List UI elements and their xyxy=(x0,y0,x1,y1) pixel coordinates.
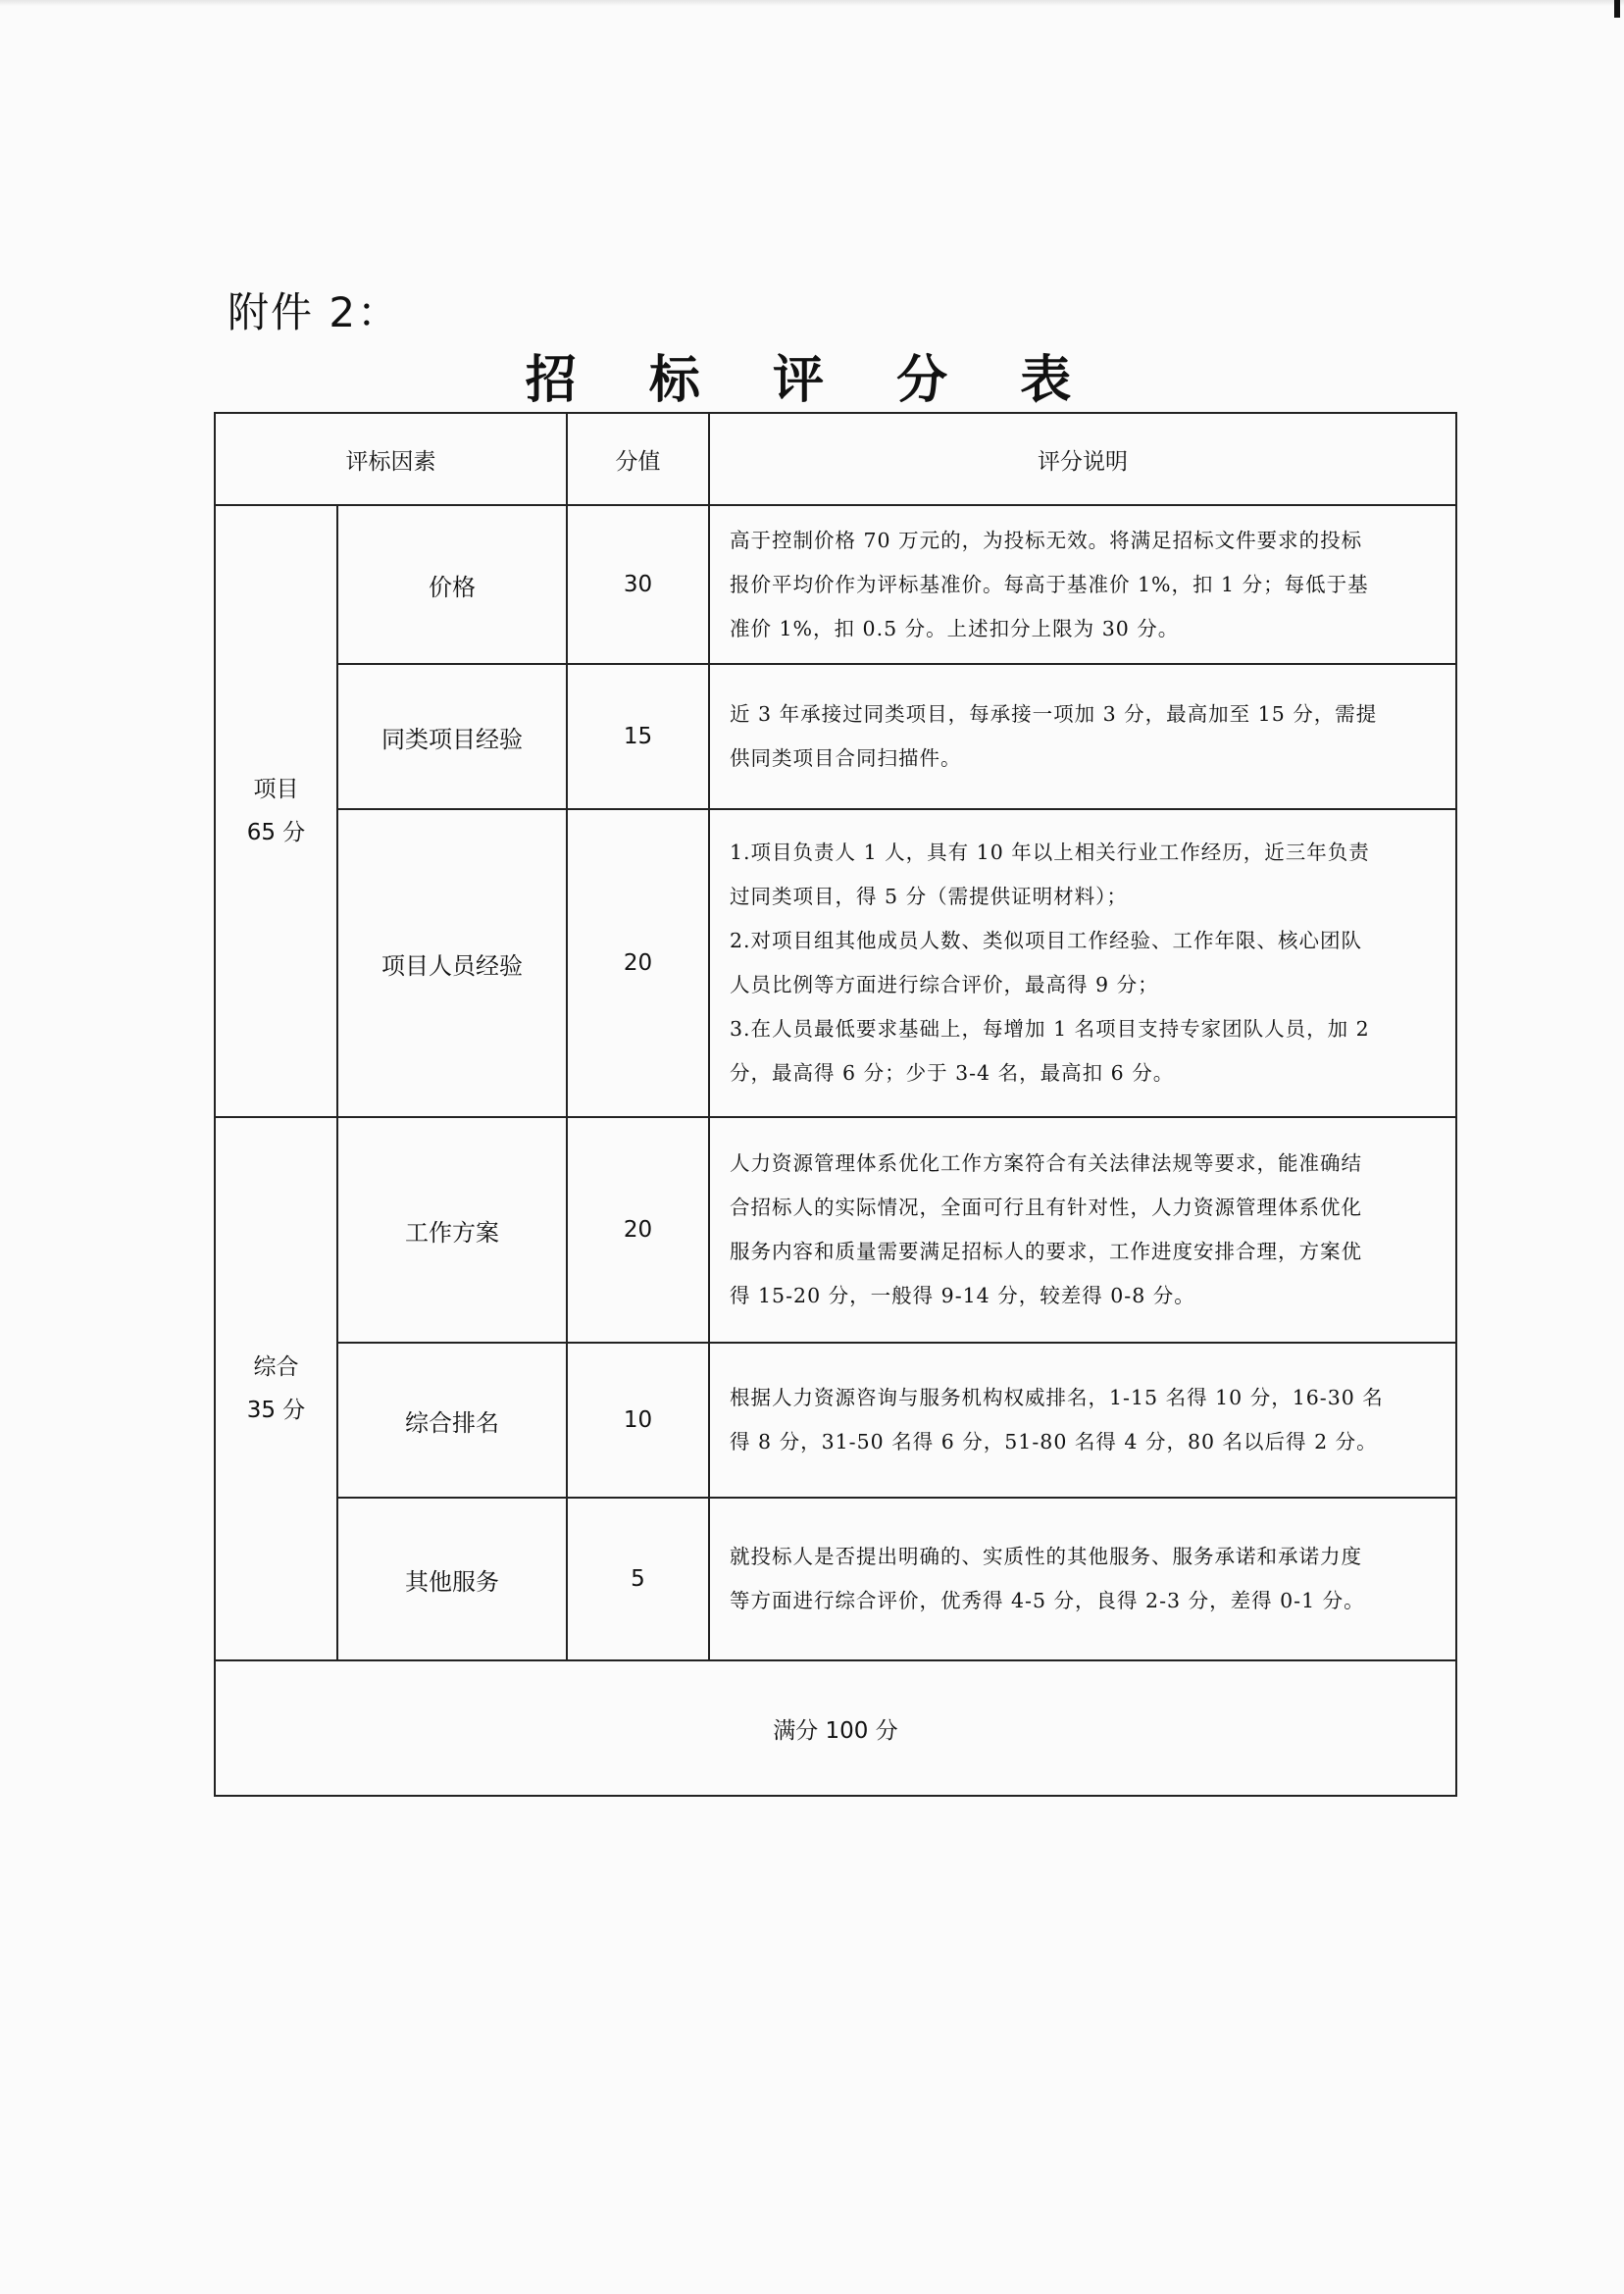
description-line: 准价 1%，扣 0.5 分。上述扣分上限为 30 分。 xyxy=(730,616,1180,640)
header-factor: 评标因素 xyxy=(215,413,567,505)
score-cell: 5 xyxy=(567,1498,709,1660)
description-line: 高于控制价格 70 万元的，为投标无效。将满足招标文件要求的投标 xyxy=(730,528,1363,552)
category-points: 35 分 xyxy=(246,1398,306,1423)
description-line: 就投标人是否提出明确的、实质性的其他服务、服务承诺和承诺力度 xyxy=(730,1545,1362,1568)
table-row xyxy=(215,1117,1456,1343)
description-line: 报价平均价作为评标基准价。每高于基准价 1%，扣 1 分；每低于基 xyxy=(730,572,1369,596)
header-score: 分值 xyxy=(567,413,709,505)
description-line: 人力资源管理体系优化工作方案符合有关法律法规等要求，能准确结 xyxy=(730,1151,1362,1175)
total-row xyxy=(215,1660,1456,1796)
scan-corner-mark xyxy=(1614,0,1620,18)
table-row xyxy=(215,809,1456,1117)
total-score: 满分 100 分 xyxy=(215,1660,1456,1796)
factor-cell: 综合排名 xyxy=(337,1343,567,1498)
description-line: 服务内容和质量需要满足招标人的要求，工作进度安排合理，方案优 xyxy=(730,1240,1362,1263)
factor-cell: 其他服务 xyxy=(337,1498,567,1660)
factor-cell: 工作方案 xyxy=(337,1117,567,1343)
description-line: 得 8 分，31-50 名得 6 分，51-80 名得 4 分，80 名以后得 2 分。 xyxy=(730,1430,1378,1453)
description-cell xyxy=(709,1343,1456,1498)
description-line: 近 3 年承接过同类项目，每承接一项加 3 分，最高加至 15 分，需提 xyxy=(730,702,1378,726)
description-line: 人员比例等方面进行综合评价，最高得 9 分； xyxy=(730,973,1159,996)
description-cell xyxy=(709,1117,1456,1343)
description-line: 2.对项目组其他成员人数、类似项目工作经验、工作年限、核心团队 xyxy=(730,929,1363,952)
description-line: 得 15-20 分，一般得 9-14 分，较差得 0-8 分。 xyxy=(730,1284,1195,1307)
score-cell: 30 xyxy=(567,505,709,664)
attachment-label: 附件 2： xyxy=(228,288,401,336)
description-cell xyxy=(709,809,1456,1117)
category-name: 综合 xyxy=(253,1354,299,1380)
table-row xyxy=(215,1343,1456,1498)
score-cell: 15 xyxy=(567,664,709,809)
description-line: 根据人力资源咨询与服务机构权威排名，1-15 名得 10 分，16-30 名 xyxy=(730,1386,1384,1409)
factor-cell: 同类项目经验 xyxy=(337,664,567,809)
table-header-row xyxy=(215,413,1456,505)
factor-cell: 价格 xyxy=(337,505,567,664)
description-line: 供同类项目合同扫描件。 xyxy=(730,746,962,770)
scan-edge xyxy=(0,0,1624,6)
category-name: 项目 xyxy=(253,777,299,802)
description-line: 1.项目负责人 1 人，具有 10 年以上相关行业工作经历，近三年负责 xyxy=(730,841,1370,864)
table-row xyxy=(215,664,1456,809)
scoring-table xyxy=(214,412,1457,1797)
description-cell xyxy=(709,664,1456,809)
page-title: 招 标 评 分 表 xyxy=(525,350,1099,410)
score-cell: 20 xyxy=(567,809,709,1117)
category-points: 65 分 xyxy=(246,820,306,845)
factor-cell: 项目人员经验 xyxy=(337,809,567,1117)
header-description: 评分说明 xyxy=(709,413,1456,505)
table-row xyxy=(215,1498,1456,1660)
score-cell: 10 xyxy=(567,1343,709,1498)
description-cell xyxy=(709,1498,1456,1660)
table-row xyxy=(215,505,1456,664)
description-cell xyxy=(709,505,1456,664)
description-line: 等方面进行综合评价，优秀得 4-5 分，良得 2-3 分，差得 0-1 分。 xyxy=(730,1589,1365,1612)
description-line: 过同类项目，得 5 分（需提供证明材料）； xyxy=(730,885,1128,908)
description-line: 3.在人员最低要求基础上，每增加 1 名项目支持专家团队人员，加 2 xyxy=(730,1017,1370,1041)
description-line: 分，最高得 6 分；少于 3-4 名，最高扣 6 分。 xyxy=(730,1061,1175,1085)
description-line: 合招标人的实际情况，全面可行且有针对性，人力资源管理体系优化 xyxy=(730,1196,1362,1219)
category-comprehensive xyxy=(215,1117,337,1660)
category-project xyxy=(215,505,337,1117)
score-cell: 20 xyxy=(567,1117,709,1343)
